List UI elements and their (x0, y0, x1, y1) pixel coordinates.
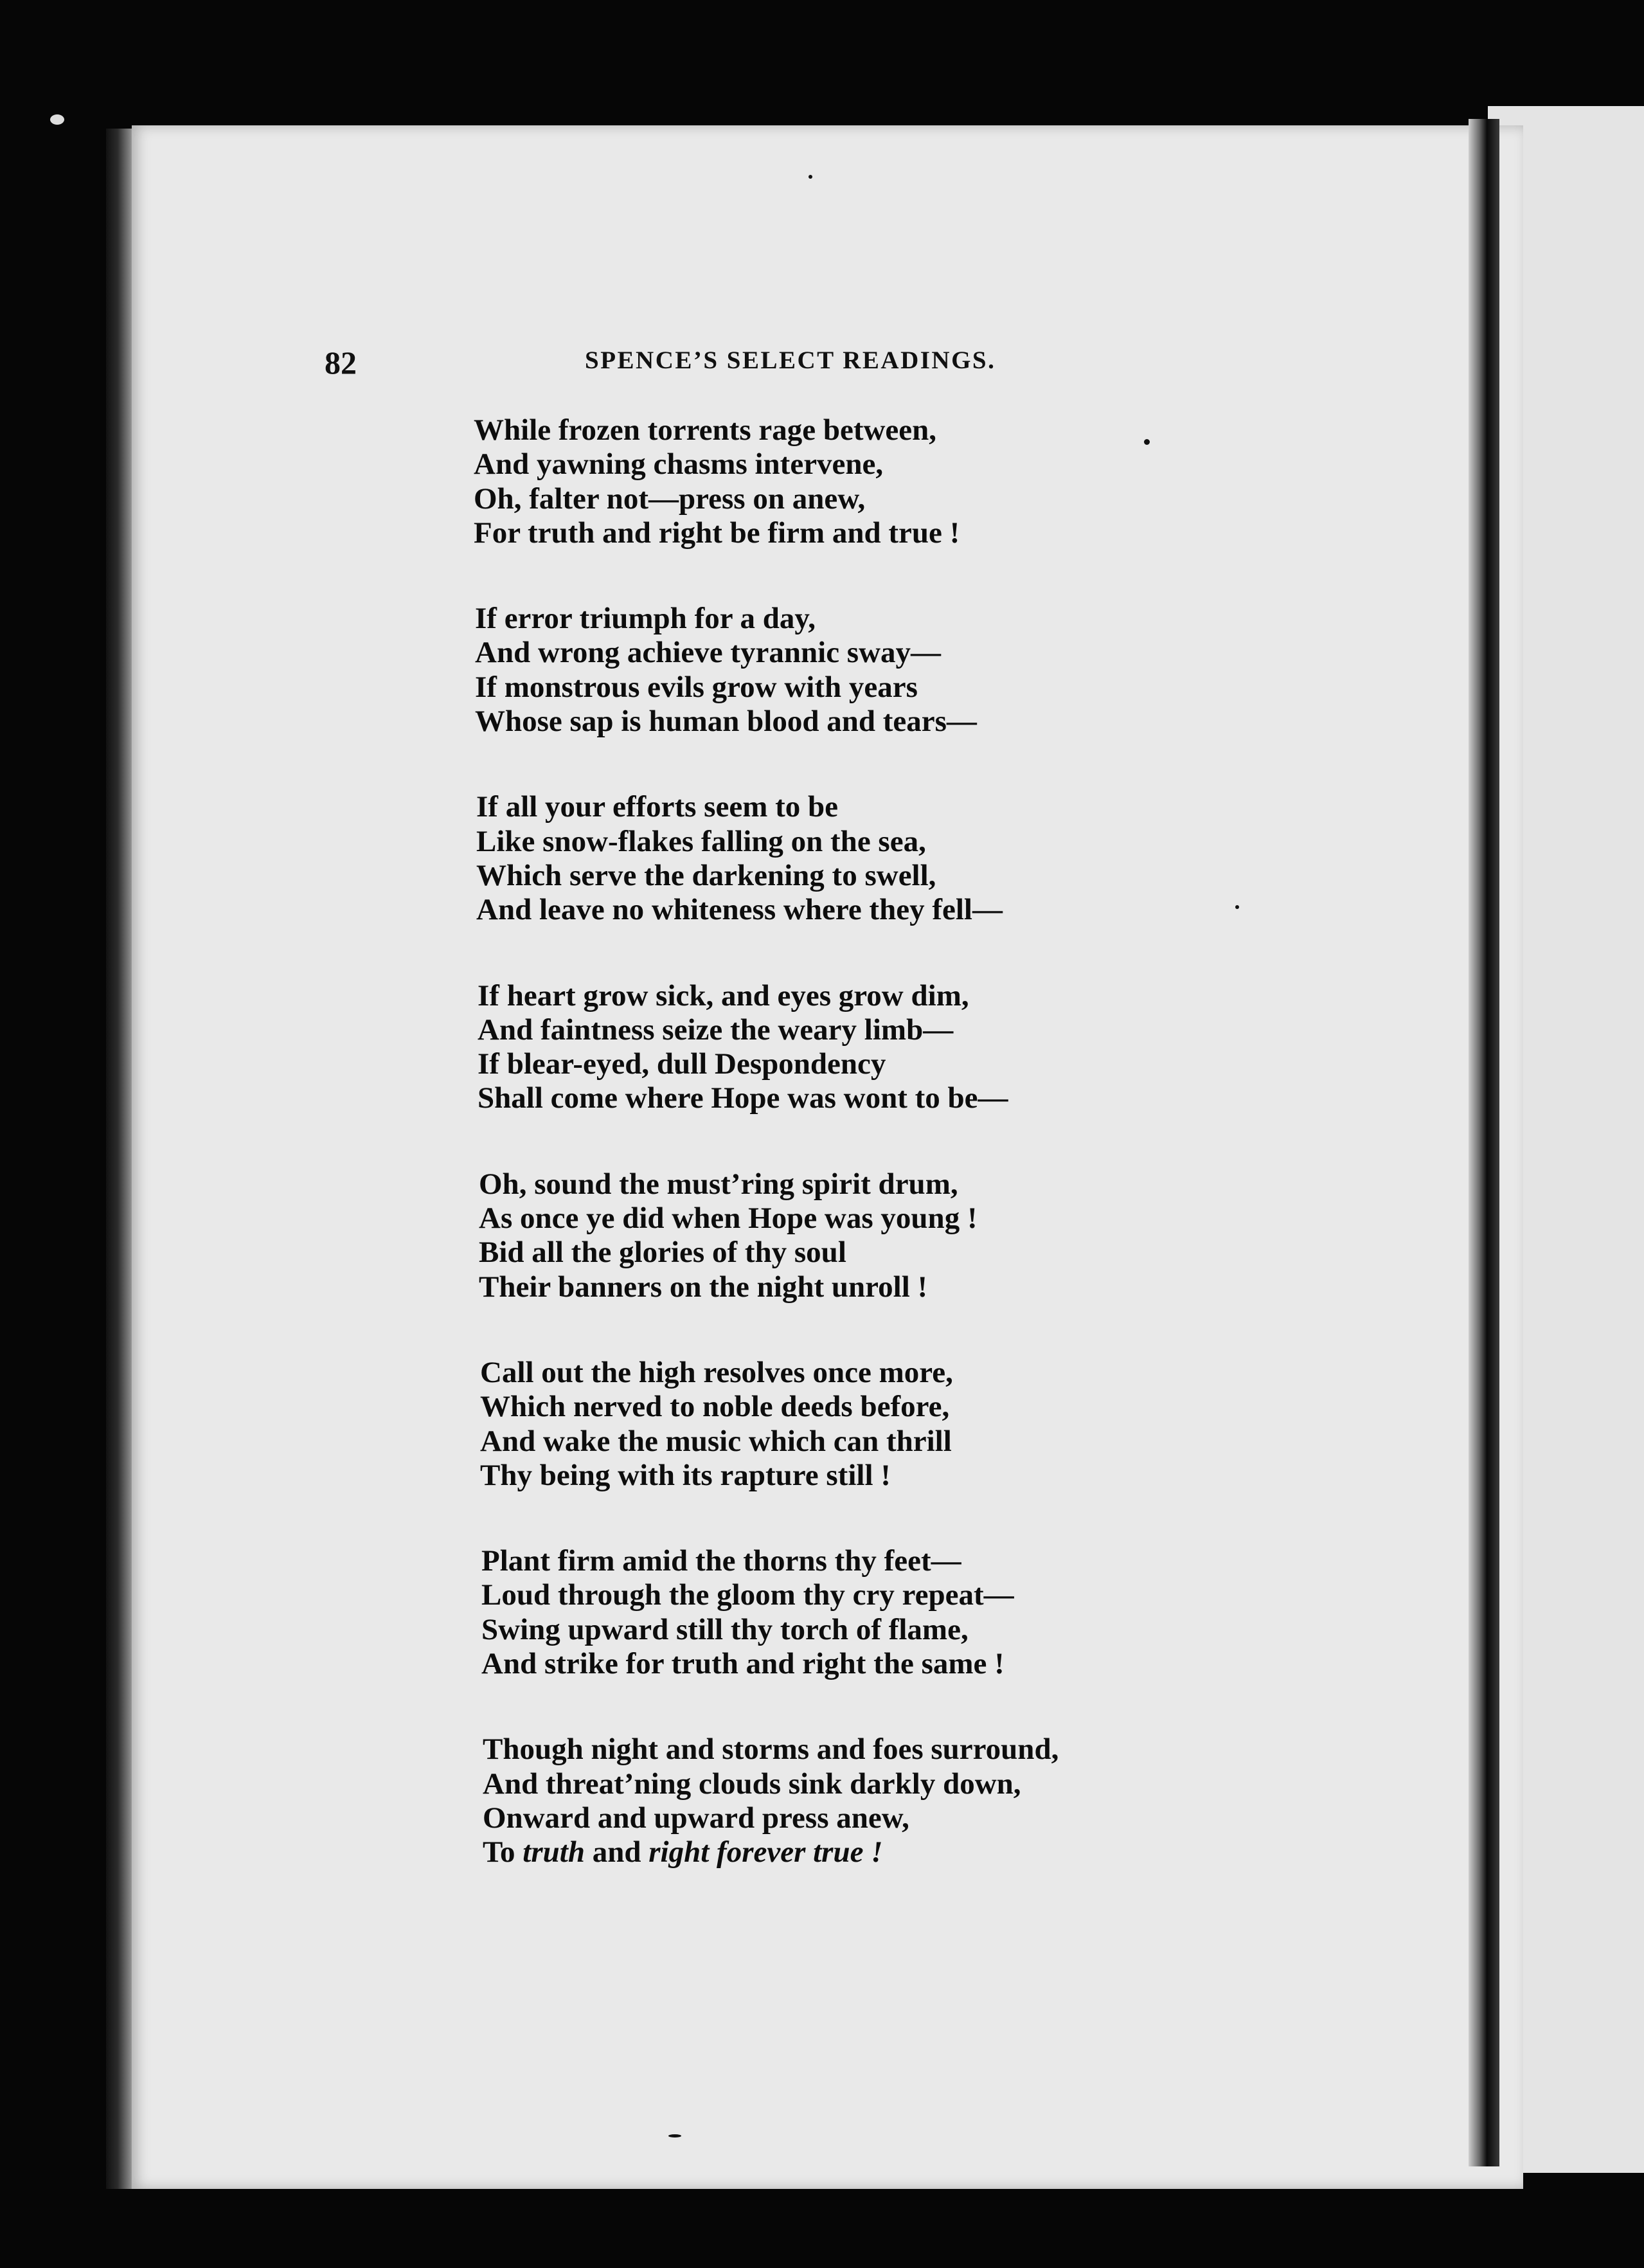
stanza (478, 979, 1059, 1116)
stanza (479, 1167, 1059, 1304)
poem-line: As once ye did when Hope was young ! (479, 1202, 978, 1236)
poem-line: And threat’ning clouds sink darkly down, (483, 1767, 1021, 1801)
final-line-truth: truth (523, 1835, 585, 1869)
final-line-to: To (483, 1835, 515, 1869)
page-number: 82 (325, 345, 357, 381)
poem-line-final (483, 1835, 1059, 1869)
poem-line: Like snow-flakes falling on the sea, (476, 824, 926, 858)
poem-line: If monstrous evils grow with years (475, 670, 918, 704)
dust-speck (1144, 439, 1150, 445)
dust-speck (50, 114, 64, 125)
poem (474, 413, 1059, 1922)
book-spine-shadow (106, 129, 135, 2189)
poem-line: And wrong achieve tyrannic sway— (475, 636, 942, 670)
stanza (474, 413, 1059, 550)
running-head: SPENCE’S SELECT READINGS. (585, 346, 996, 374)
stanza (480, 1356, 1059, 1493)
poem-line: If blear-eyed, dull Despondency (478, 1047, 886, 1081)
stanza (483, 1733, 1059, 1869)
poem-line: If error triumph for a day, (475, 602, 816, 636)
poem-line: Oh, falter not—press on anew, (474, 482, 866, 516)
poem-line: Which serve the darkening to swell, (476, 858, 936, 892)
dust-speck (668, 2134, 681, 2138)
poem-line: Plant firm amid the thorns thy feet— (481, 1544, 961, 1578)
poem-line: Shall come where Hope was wont to be— (478, 1081, 1008, 1115)
poem-line: Their banners on the night unroll ! (479, 1270, 928, 1304)
poem-line: Bid all the glories of thy soul (479, 1236, 846, 1270)
poem-line: Which nerved to noble deeds before, (480, 1390, 950, 1424)
poem-line: Thy being with its rapture still ! (480, 1458, 891, 1492)
poem-line: Loud through the gloom thy cry repeat— (481, 1578, 1014, 1612)
final-line-rest: right forever true ! (648, 1835, 883, 1869)
poem-line: Whose sap is human blood and tears— (475, 705, 977, 739)
poem-line: And leave no whiteness where they fell— (476, 893, 1003, 927)
poem-line: Though night and storms and foes surround, (483, 1733, 1059, 1767)
stanza (476, 790, 1059, 927)
poem-line: While frozen torrents rage between, (474, 413, 937, 447)
final-line-and: and (592, 1835, 641, 1869)
poem-line: Oh, sound the must’ring spirit drum, (479, 1167, 958, 1201)
dust-speck (1235, 905, 1239, 909)
poem-line: And wake the music which can thrill (480, 1424, 952, 1458)
poem-line: Onward and upward press anew, (483, 1801, 909, 1835)
poem-line: And yawning chasms intervene, (474, 447, 884, 482)
poem-line: And faintness seize the weary limb— (478, 1013, 954, 1047)
poem-line: If heart grow sick, and eyes grow dim, (478, 978, 969, 1013)
poem-line: And strike for truth and right the same ! (481, 1647, 1005, 1681)
poem-line: If all your efforts seem to be (476, 790, 838, 824)
poem-line: For truth and right be firm and true ! (474, 516, 960, 550)
stanza (475, 602, 1059, 739)
poem-line: Call out the high resolves once more, (480, 1355, 953, 1389)
page-fold-shadow (1469, 119, 1499, 2166)
stanza (481, 1544, 1059, 1681)
dust-speck (809, 175, 812, 179)
poem-line: Swing upward still thy torch of flame, (481, 1612, 969, 1646)
